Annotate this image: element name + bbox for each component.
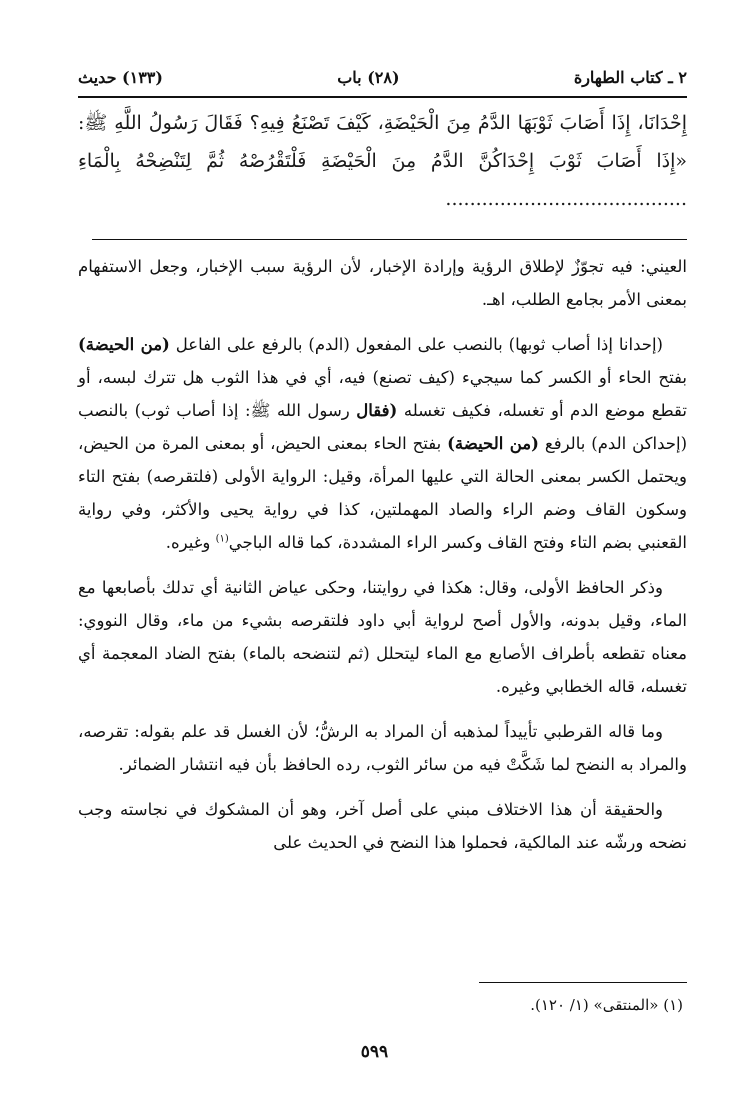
commentary-paragraph-5: والحقيقة أن هذا الاختلاف مبني على أصل آخر، وهو أن المشكوك في نجاسته وجب نضحه ورشّه عند المالكية، فحملوا هذا النضح في الحديث على (78, 800, 687, 852)
hadith-text-block (78, 104, 687, 218)
commentary-body (78, 250, 687, 871)
hadith-divider (92, 239, 687, 240)
footnote-reference[interactable]: (١) (215, 533, 229, 545)
header-hadith-number: (١٣٣) حديث (78, 67, 163, 87)
hadith-ellipsis: ........................................ (445, 188, 687, 210)
hadith-text: إِحْدَانَا، إِذَا أَصَابَ ثَوْبَهَا الدَّمُ مِنَ الْحَيْضَةِ، كَيْفَ تَصْنَعُ فِيهِ؟ فَقَالَ رَسُولُ اللَّهِ ﷺ: «إِذَا أَصَابَ ثَوْبَ إِحْدَاكُنَّ الدَّمُ مِنَ الْحَيْضَةِ فَلْتَقْرُصْهُ ثُمَّ لِتَنْضِحْهُ بِالْمَاءِ (78, 112, 687, 172)
header-section: (٢٨) باب (337, 67, 400, 87)
commentary-paragraph-4: وما قاله القرطبي تأييداً لمذهبه أن المراد به الرشُّ؛ لأن الغسل قد علم بقوله: تقرصه، والمراد به النضح لما شَكَّتْ فيه من سائر الثوب، رده الحافظ بأن فيه انتشار الضمائر. (78, 722, 687, 774)
header-divider (78, 96, 687, 98)
commentary-paragraph-1: العيني: فيه تجوّزٌ لإطلاق الرؤية وإرادة الإخبار، لأن الرؤية سبب الإخبار، وجعل الاستفهام بمعنى الأمر بجامع الطلب، اهـ. (78, 257, 687, 309)
header-chapter: ٢ ـ كتاب الطهارة (573, 67, 687, 87)
page-number: ٥٩٩ (360, 1042, 389, 1062)
footnote: (١) «المنتقى» (١/ ١٢٠). (530, 996, 683, 1014)
running-header (78, 64, 687, 90)
commentary-paragraph-3: وذكر الحافظ الأولى، وقال: هكذا في روايتنا، وحكى عياض الثانية أي تدلك بأصابعها مع الماء، وقيل بدونه، والأول أصح لرواية أبي داود فلتقرصه بشيء من ماء، وقال النووي: معناه تقطعه بأطراف الأصابع مع الماء ليتحلل (ثم لتنضحه بالماء) بفتح الضاد المعجمة أي تغسله، قاله الخطابي وغيره. (78, 578, 687, 696)
footnote-divider (479, 982, 687, 983)
commentary-paragraph-2: (إحدانا إذا أصاب ثوبها) بالنصب على المفعول (الدم) بالرفع على الفاعل (من الحيضة) بفتح الحاء أو الكسر كما سيجيء (كيف تصنع) فيه، أي في هذا الثوب هل تترك لبسه، أو تقطع موضع الدم أو تغسله، فكيف تغسله (فقال رسول الله ﷺ: إذا أصاب ثوب) بالنصب (إحداكن الدم) بالرفع (من الحيضة) بفتح الحاء بمعنى الحيض، أو بمعنى المرة من الحيض، ويحتمل الكسر بمعنى الحالة التي عليها المرأة، وقيل: الرواية الأولى (فلتقرصه) بفتح التاء وسكون القاف وضم الراء والصاد المهملتين، كذا في رواية يحيى والأكثر، وفي رواية القعنبي بضم التاء وفتح القاف وكسر الراء المشددة، كما قاله الباجي$^{(١)}$ وغيره. (78, 335, 688, 552)
